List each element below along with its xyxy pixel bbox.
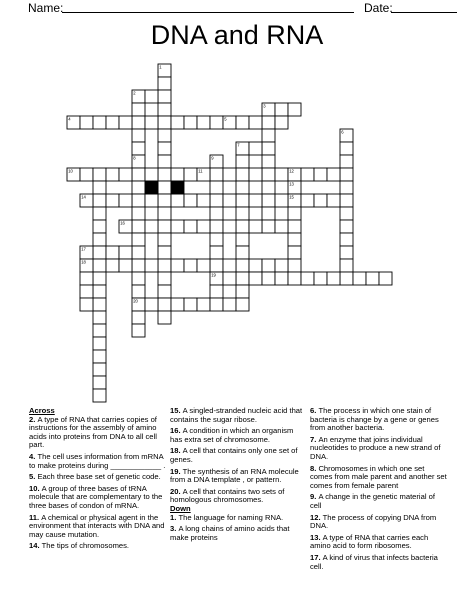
clue-number: 5. [29, 472, 38, 482]
clue-number: 12. [310, 512, 323, 522]
grid-cell[interactable] [158, 168, 171, 181]
grid-cell[interactable] [210, 246, 223, 259]
grid-cell[interactable] [340, 194, 353, 207]
grid-cell[interactable] [132, 246, 145, 259]
grid-cell[interactable] [340, 142, 353, 155]
grid-cell[interactable] [171, 259, 184, 272]
grid-cell[interactable] [288, 272, 301, 285]
clue-text: A singled-stranded nucleic acid that contains the sugar ribose. [170, 406, 303, 424]
clue-text: Chromosomes in which one set comes from male parent and another set comes from female parent [310, 463, 447, 490]
grid-cell[interactable] [197, 259, 210, 272]
grid-cell[interactable] [184, 168, 197, 181]
grid-cell[interactable] [314, 272, 327, 285]
grid-cell[interactable] [236, 207, 249, 220]
cell-number: 20 [133, 298, 138, 304]
grid-cell[interactable] [262, 142, 275, 155]
grid-cell[interactable] [132, 272, 145, 285]
grid-cell[interactable] [171, 168, 184, 181]
grid-cell[interactable] [275, 116, 288, 129]
grid-cell[interactable] [93, 324, 106, 337]
grid-cell[interactable] [236, 246, 249, 259]
grid-cell[interactable] [145, 116, 158, 129]
grid-cell[interactable] [210, 168, 223, 181]
grid-cell[interactable] [132, 207, 145, 220]
clue-text: A type of RNA that carries copies of instructions for the assembly of amino acids into proteins from DNA to all cell part. [29, 414, 157, 450]
grid-cell[interactable] [288, 207, 301, 220]
grid-cell[interactable] [210, 285, 223, 298]
grid-cell[interactable] [236, 220, 249, 233]
clue-number: 19. [170, 466, 183, 476]
grid-cell[interactable] [223, 298, 236, 311]
grid-cell[interactable] [132, 181, 145, 194]
grid-cell[interactable] [158, 142, 171, 155]
grid-cell[interactable] [158, 220, 171, 233]
grid-cell[interactable] [236, 259, 249, 272]
grid-cell[interactable] [171, 116, 184, 129]
grid-cell[interactable] [340, 220, 353, 233]
grid-cell[interactable] [236, 155, 249, 168]
page-title: DNA and RNA [150, 20, 324, 50]
grid-cell[interactable] [223, 168, 236, 181]
down-heading: Down [170, 503, 191, 513]
grid-cell[interactable] [340, 168, 353, 181]
grid-cell[interactable] [93, 220, 106, 233]
grid-cell[interactable] [93, 350, 106, 363]
clue-number: 18. [170, 446, 183, 456]
grid-cell[interactable] [145, 259, 158, 272]
clue-number: 2. [29, 414, 38, 424]
grid-cell[interactable] [106, 194, 119, 207]
grid-cell[interactable] [158, 129, 171, 142]
grid-cell[interactable] [249, 116, 262, 129]
clue-number: 17. [310, 552, 323, 562]
grid-cell[interactable] [119, 259, 132, 272]
grid-cell[interactable] [184, 194, 197, 207]
grid-cell[interactable] [158, 181, 171, 194]
cell-number: 16 [120, 220, 125, 226]
grid-cell[interactable] [93, 246, 106, 259]
grid-cell[interactable] [353, 272, 366, 285]
clue-text: A kind of virus that infects bacteria cell. [310, 552, 438, 571]
clue-across-15 [170, 407, 304, 424]
grid-cell[interactable] [275, 103, 288, 116]
grid-cell[interactable] [262, 207, 275, 220]
grid-cell[interactable] [379, 272, 392, 285]
grid-cell[interactable] [158, 90, 171, 103]
clue-text: The cell uses information from mRNA to make proteins during ____________ . [29, 451, 166, 470]
clue-number: 3. [170, 524, 179, 534]
grid-cell[interactable] [93, 181, 106, 194]
grid-cell[interactable] [93, 389, 106, 402]
clue-number: 20. [170, 486, 183, 496]
grid-cell[interactable] [119, 116, 132, 129]
grid-cell[interactable] [106, 246, 119, 259]
grid-cell[interactable] [158, 77, 171, 90]
grid-cell[interactable] [340, 259, 353, 272]
grid-cell[interactable] [314, 194, 327, 207]
clue-across-16 [170, 427, 304, 444]
grid-cell[interactable] [158, 155, 171, 168]
cell-number: 15 [289, 194, 294, 200]
grid-cell[interactable] [158, 116, 171, 129]
grid-cell[interactable] [301, 272, 314, 285]
cell-number: 9 [211, 155, 214, 161]
grid-cell[interactable] [158, 194, 171, 207]
clue-number: 8. [310, 463, 319, 473]
grid-cell[interactable] [132, 129, 145, 142]
clue-text: A group of three bases of tRNA molecule that are complementary to the three bases of condon of mRNA. [29, 483, 163, 510]
cell-number: 6 [341, 129, 344, 135]
grid-cell[interactable] [340, 207, 353, 220]
clue-text: The process of copying DNA from DNA. [310, 512, 437, 531]
grid-cell[interactable] [249, 259, 262, 272]
grid-cell[interactable] [145, 168, 158, 181]
grid-cell[interactable] [366, 272, 379, 285]
clue-down-6 [310, 407, 448, 433]
clue-down-13 [310, 534, 448, 551]
grid-cell[interactable] [301, 194, 314, 207]
grid-cell[interactable] [106, 259, 119, 272]
grid-cell[interactable] [223, 194, 236, 207]
grid-cell[interactable] [340, 233, 353, 246]
clues-column-1 [29, 407, 167, 551]
clues-column-3 [310, 407, 448, 571]
clue-down-8 [310, 465, 448, 491]
clue-text: A condition in which an organism has extra set of chromosome. [170, 426, 294, 444]
grid-cell[interactable] [210, 207, 223, 220]
name-label: Name: [28, 1, 64, 15]
grid-cell[interactable] [327, 194, 340, 207]
cell-number: 8 [133, 155, 136, 161]
grid-cell[interactable] [197, 194, 210, 207]
clue-text: An enzyme that joins individual nucleotides to produce a new strand of DNA. [310, 434, 441, 461]
grid-cell[interactable] [93, 259, 106, 272]
grid-cell[interactable] [158, 207, 171, 220]
clue-down-12 [310, 514, 448, 531]
grid-cell[interactable] [184, 116, 197, 129]
grid-cell[interactable] [340, 155, 353, 168]
cell-number: 18 [81, 259, 86, 265]
grid-cell[interactable] [132, 259, 145, 272]
grid-cell[interactable] [236, 298, 249, 311]
grid-cell[interactable] [210, 194, 223, 207]
clue-number: 6. [310, 406, 319, 415]
grid-cell[interactable] [275, 168, 288, 181]
cell-number: 10 [68, 168, 73, 174]
grid-cell[interactable] [93, 233, 106, 246]
grid-cell[interactable] [93, 207, 106, 220]
across-heading: Across [29, 406, 55, 415]
grid-cell[interactable] [249, 220, 262, 233]
grid-cell[interactable] [197, 220, 210, 233]
grid-cell[interactable] [132, 142, 145, 155]
grid-cell[interactable] [119, 194, 132, 207]
grid-cell[interactable] [236, 285, 249, 298]
grid-cell[interactable] [158, 259, 171, 272]
clue-down-17 [310, 554, 448, 571]
grid-cell[interactable] [80, 285, 93, 298]
grid-cell[interactable] [210, 233, 223, 246]
grid-cell[interactable] [145, 298, 158, 311]
grid-cell[interactable] [132, 116, 145, 129]
grid-cell[interactable] [262, 272, 275, 285]
cell-number: 19 [211, 272, 216, 278]
grid-cell[interactable] [236, 181, 249, 194]
grid-cell[interactable] [80, 168, 93, 181]
clue-down-1 [170, 514, 304, 523]
grid-cell[interactable] [184, 220, 197, 233]
grid-cell[interactable] [288, 220, 301, 233]
grid-cell[interactable] [93, 116, 106, 129]
grid-cell[interactable] [288, 233, 301, 246]
grid-cell[interactable] [262, 220, 275, 233]
cell-number: 11 [198, 168, 203, 174]
clue-number: 14. [29, 541, 42, 551]
cell-number: 7 [237, 142, 240, 148]
grid-cell[interactable] [262, 181, 275, 194]
cell-number: 1 [159, 64, 162, 70]
grid-cell[interactable] [119, 168, 132, 181]
grid-cell[interactable] [340, 272, 353, 285]
clue-text: A type of RNA that carries each amino acid to form ribosomes. [310, 532, 429, 551]
grid-cell[interactable] [132, 103, 145, 116]
grid-cell[interactable] [236, 168, 249, 181]
grid-cell[interactable] [132, 285, 145, 298]
grid-cell[interactable] [80, 272, 93, 285]
grid-cell[interactable] [106, 168, 119, 181]
grid-cell[interactable] [262, 129, 275, 142]
grid-cell[interactable] [132, 311, 145, 324]
clue-across-20 [170, 488, 304, 505]
grid-cell[interactable] [210, 181, 223, 194]
grid-cell[interactable] [93, 376, 106, 389]
grid-cell[interactable] [340, 181, 353, 194]
clue-down-3 [170, 525, 304, 542]
clue-across-2 [29, 416, 167, 450]
grid-cell[interactable] [223, 220, 236, 233]
clue-across-19 [170, 468, 304, 485]
grid-cell[interactable] [262, 155, 275, 168]
grid-cell[interactable] [249, 194, 262, 207]
clue-across-14 [29, 542, 167, 551]
clue-text: The synthesis of an RNA molecule from a DNA template , or pattern. [170, 466, 299, 485]
clue-number: 1. [170, 512, 179, 522]
grid-cell[interactable] [223, 272, 236, 285]
grid-cell[interactable] [93, 337, 106, 350]
grid-cell[interactable] [236, 272, 249, 285]
clue-text: The process in which one stain of bacteria is change by a gene or genes from another bacteria. [310, 406, 439, 433]
grid-cell[interactable] [288, 259, 301, 272]
grid-cell[interactable] [158, 103, 171, 116]
clue-across-18 [170, 447, 304, 464]
grid-cell[interactable] [275, 272, 288, 285]
grid-cell[interactable] [158, 272, 171, 285]
grid-cell[interactable] [249, 272, 262, 285]
cell-number: 12 [289, 168, 294, 174]
grid-cell[interactable] [132, 233, 145, 246]
date-label: Date: [364, 1, 393, 15]
grid-cell[interactable] [262, 116, 275, 129]
grid-cell[interactable] [249, 142, 262, 155]
grid-cell[interactable] [184, 259, 197, 272]
grid-cell[interactable] [210, 298, 223, 311]
grid-cell[interactable] [158, 285, 171, 298]
clue-number: 4. [29, 451, 38, 461]
grid-cell[interactable] [327, 272, 340, 285]
clue-text: The language for naming RNA. [178, 512, 284, 522]
grid-cell[interactable] [262, 194, 275, 207]
clue-number: 11. [29, 512, 42, 522]
cell-number: 2 [133, 90, 136, 96]
clue-number: 7. [310, 434, 319, 444]
grid-cell[interactable] [93, 363, 106, 376]
grid-cell[interactable] [327, 168, 340, 181]
grid-cell[interactable] [158, 311, 171, 324]
clue-text: A chemical or physical agent in the environment that interacts with DNA and may cause mutation. [29, 512, 165, 539]
clue-text: A long chains of amino acids that make proteins [170, 524, 290, 542]
clue-across-5 [29, 473, 167, 482]
clue-across-11 [29, 514, 167, 540]
cell-number: 5 [224, 116, 227, 122]
cell-number: 14 [81, 194, 86, 200]
grid-cell[interactable] [288, 103, 301, 116]
grid-cell[interactable] [158, 298, 171, 311]
grid-cell[interactable] [106, 116, 119, 129]
clue-text: A cell that contains only one set of genes. [170, 446, 298, 464]
clue-number: 9. [310, 492, 319, 502]
grid-cell[interactable] [93, 311, 106, 324]
cell-number: 13 [289, 181, 294, 187]
grid-cell[interactable] [340, 246, 353, 259]
grid-cell[interactable] [171, 220, 184, 233]
clue-across-4 [29, 453, 167, 470]
grid-cell[interactable] [93, 272, 106, 285]
grid-cell[interactable] [132, 168, 145, 181]
grid-cell[interactable] [158, 233, 171, 246]
clues-column-2 [170, 407, 304, 542]
grid-cell[interactable] [301, 168, 314, 181]
grid-cell[interactable] [145, 220, 158, 233]
grid-cell[interactable] [171, 298, 184, 311]
clue-across-10 [29, 485, 167, 511]
grid-cell[interactable] [275, 259, 288, 272]
grid-cell[interactable] [119, 246, 132, 259]
grid-cell[interactable] [145, 90, 158, 103]
grid-cell[interactable] [184, 298, 197, 311]
grid-cell[interactable] [132, 220, 145, 233]
clue-number: 16. [170, 426, 183, 436]
grid-cell[interactable] [288, 246, 301, 259]
grid-cell[interactable] [132, 324, 145, 337]
clue-number: 13. [310, 532, 323, 542]
grid-cell[interactable] [158, 246, 171, 259]
grid-cell[interactable] [314, 168, 327, 181]
grid-cell[interactable] [171, 194, 184, 207]
grid-cell[interactable] [145, 194, 158, 207]
grid-cell[interactable] [249, 168, 262, 181]
cell-number: 3 [263, 103, 266, 109]
clue-text: A change in the genetic material of cell [310, 492, 435, 510]
grid-cell[interactable] [93, 168, 106, 181]
grid-cell[interactable] [236, 116, 249, 129]
grid-cell[interactable] [275, 220, 288, 233]
grid-cell[interactable] [210, 220, 223, 233]
black-cell [171, 181, 184, 194]
grid-cell[interactable] [197, 116, 210, 129]
black-cell [145, 181, 158, 194]
cell-number: 4 [68, 116, 71, 122]
clue-text: A cell that contains two sets of homologous chromosomes. [170, 486, 285, 505]
clue-text: Each three base set of genetic code. [37, 472, 161, 482]
grid-cell[interactable] [262, 168, 275, 181]
grid-cell[interactable] [93, 285, 106, 298]
grid-cell[interactable] [262, 259, 275, 272]
grid-cell[interactable] [236, 194, 249, 207]
grid-cell[interactable] [93, 194, 106, 207]
grid-cell[interactable] [93, 298, 106, 311]
grid-cell[interactable] [275, 194, 288, 207]
grid-cell[interactable] [236, 233, 249, 246]
clue-down-7 [310, 436, 448, 462]
grid-cell[interactable] [80, 298, 93, 311]
clue-down-9 [310, 493, 448, 510]
grid-cell[interactable] [132, 194, 145, 207]
clue-text: The tips of chromosomes. [41, 541, 130, 551]
cell-number: 17 [81, 246, 86, 252]
clue-number: 10. [29, 483, 42, 493]
grid-cell[interactable] [210, 116, 223, 129]
grid-cell[interactable] [80, 116, 93, 129]
grid-cell[interactable] [197, 298, 210, 311]
grid-cell[interactable] [210, 259, 223, 272]
clue-number: 15. [170, 406, 183, 415]
grid-cell[interactable] [223, 259, 236, 272]
